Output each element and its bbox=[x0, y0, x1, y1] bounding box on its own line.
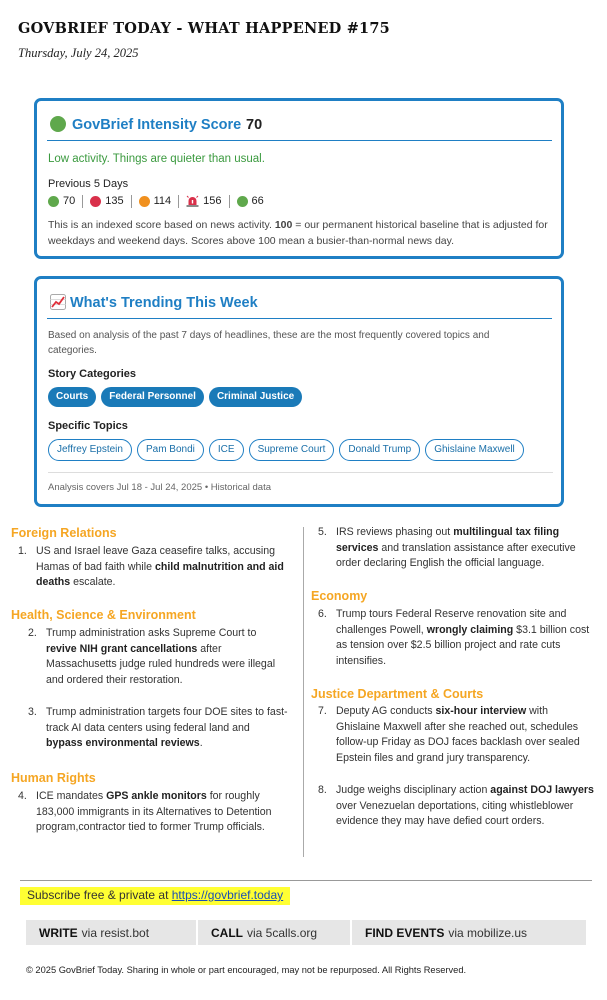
item-number: 4. bbox=[18, 790, 27, 802]
section-health-science: Health, Science & Environment bbox=[11, 608, 196, 622]
trending-card bbox=[34, 276, 564, 507]
write-link[interactable]: WRITE via resist.bot bbox=[39, 925, 150, 940]
green-dot-icon bbox=[48, 196, 59, 207]
score-explanation: This is an indexed score based on news activity. 100 = our permanent historical baseline that is adjusted for weekdays and weekend days. Scores above 100 mean a busier-than-normal news day. bbox=[48, 219, 548, 247]
news-item: Trump administration asks Supreme Court to revive NIH grant cancellations after Massachusetts judge ruled hundreds were illegal and ordered their restoration. bbox=[46, 627, 276, 686]
item-number: 3. bbox=[28, 706, 37, 718]
news-item: Judge weighs disciplinary action against DOJ lawyers over Venezuelan deportations, citing whistleblower evidence they may have defied court orders. bbox=[336, 784, 594, 828]
category-pill[interactable]: Courts bbox=[48, 387, 96, 407]
separator bbox=[131, 195, 132, 208]
specific-topics-label: Specific Topics bbox=[48, 420, 128, 432]
intensity-header bbox=[47, 113, 552, 141]
section-justice: Justice Department & Courts bbox=[311, 687, 484, 701]
intensity-score-card bbox=[34, 98, 564, 259]
news-item: Trump administration targets four DOE sites to fast-track AI data centers using federal land and bypass environmental reviews. bbox=[46, 706, 288, 750]
previous-days-label: Previous 5 Days bbox=[48, 178, 129, 190]
siren-icon bbox=[186, 195, 199, 207]
previous-day-item bbox=[48, 195, 75, 207]
section-foreign-relations: Foreign Relations bbox=[11, 526, 117, 540]
previous-day-item bbox=[186, 195, 221, 207]
topic-pill-list bbox=[48, 439, 524, 461]
separator bbox=[229, 195, 230, 208]
section-economy: Economy bbox=[311, 589, 368, 603]
analysis-period: Analysis covers Jul 18 - Jul 24, 2025 • Historical data bbox=[48, 482, 271, 493]
category-pill-list bbox=[48, 387, 302, 407]
find-events-link[interactable]: FIND EVENTS via mobilize.us bbox=[365, 925, 528, 940]
previous-day-value: 156 bbox=[203, 195, 222, 207]
intensity-status: Low activity. Things are quieter than usual. bbox=[48, 153, 265, 165]
category-pill[interactable]: Federal Personnel bbox=[101, 387, 204, 407]
copyright-notice: © 2025 GovBrief Today. Sharing in whole or part encouraged, may not be repurposed. All Rights Reserved. bbox=[26, 965, 467, 975]
newsletter-date: Thursday, July 24, 2025 bbox=[18, 46, 139, 60]
intensity-score-value: 70 bbox=[246, 117, 263, 133]
orange-dot-icon bbox=[139, 196, 150, 207]
topic-pill[interactable]: ICE bbox=[209, 439, 244, 461]
separator bbox=[178, 195, 179, 208]
subscribe-link[interactable]: https://govbrief.today bbox=[171, 888, 284, 902]
item-number: 1. bbox=[18, 545, 27, 557]
topic-pill[interactable]: Donald Trump bbox=[339, 439, 420, 461]
news-item: Trump tours Federal Reserve renovation site and challenges Powell, wrongly claiming $3.1 billion cost as tension over $2.5 billion project and rate cuts intensifies. bbox=[336, 608, 590, 667]
subscribe-banner: Subscribe free & private at https://govbrief.today bbox=[20, 887, 290, 905]
item-number: 2. bbox=[28, 627, 37, 639]
previous-day-item bbox=[139, 195, 172, 207]
chart-increasing-icon bbox=[50, 294, 66, 310]
red-dot-icon bbox=[90, 196, 101, 207]
trending-title: What's Trending This Week bbox=[70, 295, 258, 311]
topic-pill[interactable]: Supreme Court bbox=[249, 439, 335, 461]
intensity-title: GovBrief Intensity Score bbox=[72, 117, 242, 133]
news-item: ICE mandates GPS ankle monitors for roughly 183,000 immigrants in its Alternatives to Detention program,contractor tied to former Trump officials. bbox=[36, 790, 272, 834]
news-item: IRS reviews phasing out multilingual tax filing services and translation assistance after executive order declaring English the official language. bbox=[336, 526, 576, 570]
green-circle-icon bbox=[50, 116, 66, 132]
item-number: 6. bbox=[318, 608, 327, 620]
section-human-rights: Human Rights bbox=[11, 771, 96, 785]
previous-day-value: 135 bbox=[105, 195, 124, 207]
previous-day-value: 70 bbox=[63, 195, 76, 207]
call-link[interactable]: CALL via 5calls.org bbox=[211, 925, 318, 940]
topic-pill[interactable]: Ghislaine Maxwell bbox=[425, 439, 524, 461]
news-item: Deputy AG conducts six-hour interview with Ghislaine Maxwell after she reached out, schedules follow-up Friday as DOJ faces backlash over sealed Epstein files and grand jury transparency. bbox=[336, 705, 580, 764]
news-item: US and Israel leave Gaza ceasefire talks, accusing Hamas of bad faith while child malnutrition and aid deaths escalate. bbox=[36, 545, 284, 589]
footer-divider bbox=[20, 880, 592, 881]
item-number: 8. bbox=[318, 784, 327, 796]
previous-days-row bbox=[48, 194, 264, 208]
separator bbox=[82, 195, 83, 208]
previous-day-value: 114 bbox=[153, 195, 172, 207]
column-divider bbox=[303, 527, 304, 857]
previous-day-value: 66 bbox=[251, 195, 264, 207]
divider bbox=[48, 472, 553, 473]
action-bar bbox=[26, 920, 586, 945]
topic-pill[interactable]: Jeffrey Epstein bbox=[48, 439, 132, 461]
trending-header bbox=[47, 291, 552, 319]
item-number: 5. bbox=[318, 526, 327, 538]
item-number: 7. bbox=[318, 705, 327, 717]
previous-day-item bbox=[237, 195, 264, 207]
trending-description: Based on analysis of the past 7 days of headlines, these are the most frequently covered topics and categories. bbox=[48, 330, 490, 356]
newsletter-title: GOVBRIEF TODAY - WHAT HAPPENED #175 bbox=[18, 20, 390, 37]
green-dot-icon bbox=[237, 196, 248, 207]
topic-pill[interactable]: Pam Bondi bbox=[137, 439, 204, 461]
previous-day-item bbox=[90, 195, 123, 207]
category-pill[interactable]: Criminal Justice bbox=[209, 387, 302, 407]
story-categories-label: Story Categories bbox=[48, 368, 137, 380]
